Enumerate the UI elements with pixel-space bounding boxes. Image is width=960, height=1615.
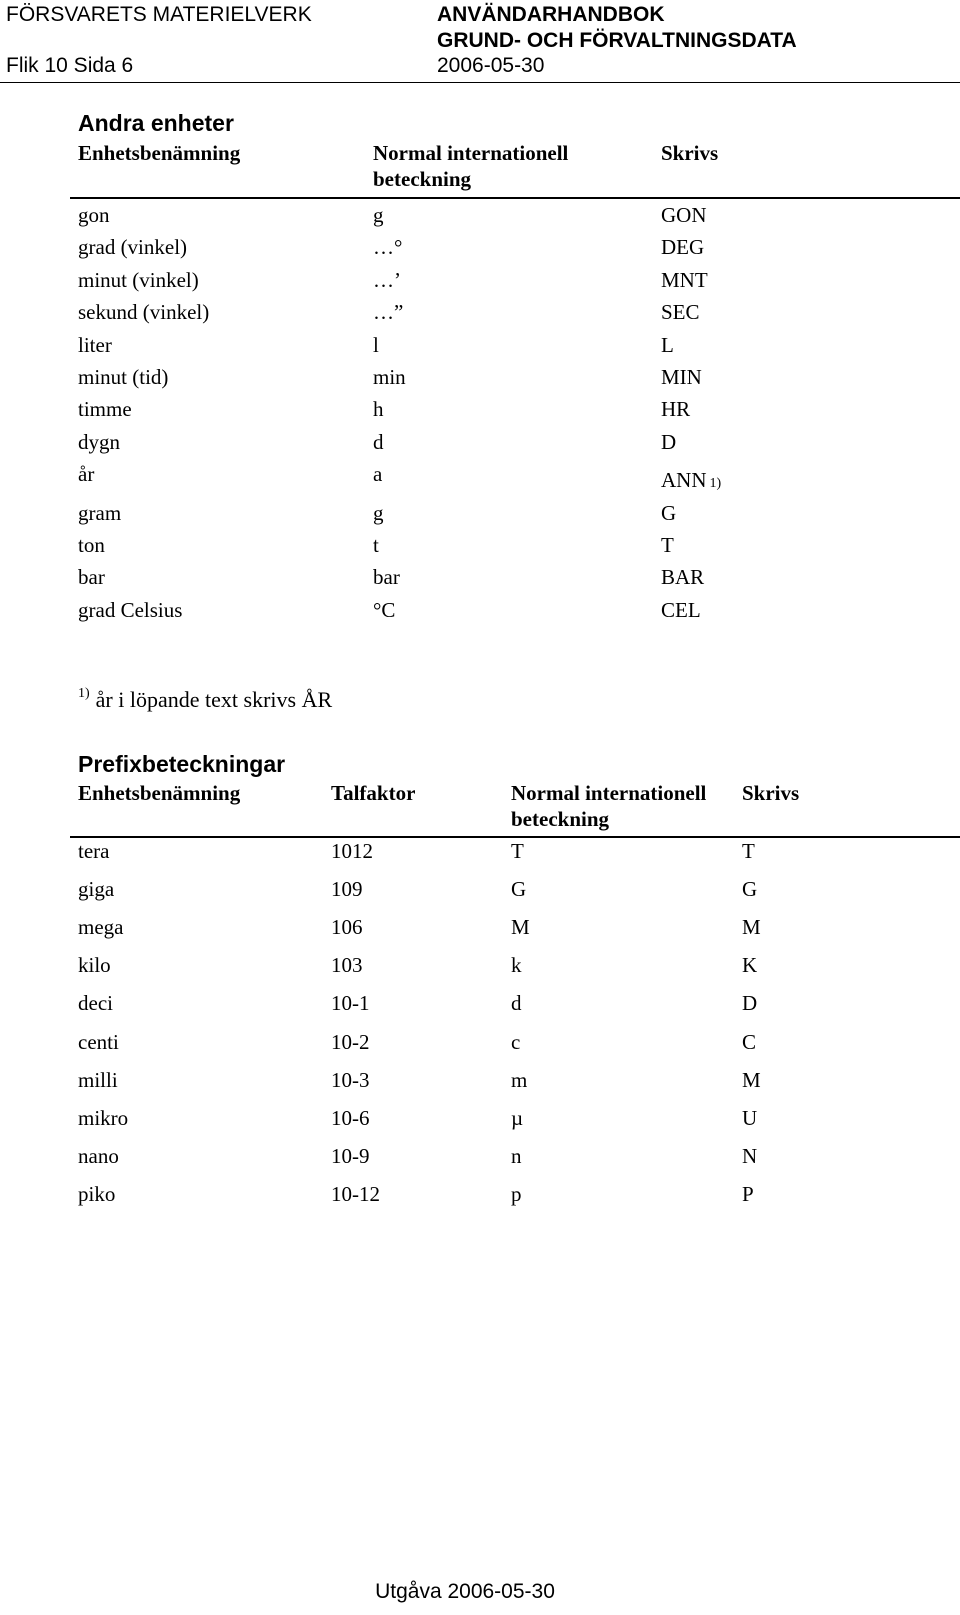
unit-symbol: g (373, 203, 384, 227)
prefix-factor (331, 914, 363, 940)
prefix-name: centi (78, 1029, 119, 1054)
unit-symbol: g (373, 500, 384, 525)
factor-exponent: -2 (352, 1029, 370, 1054)
factor-base: 10 (331, 991, 352, 1016)
units-col-name: Enhetsbenämning (78, 141, 241, 165)
document-title: ANVÄNDARHANDBOK (437, 3, 665, 26)
footnote-mark: 1) (78, 686, 90, 701)
prefix-written: N (742, 1143, 758, 1168)
prefix-name: deci (78, 991, 113, 1016)
unit-written (661, 332, 674, 358)
prefix-factor (331, 876, 363, 902)
unit-symbol: …° (373, 235, 403, 260)
prefix-factor (331, 952, 363, 978)
unit-written-text: BAR (661, 565, 705, 590)
unit-name: grad Celsius (78, 597, 183, 622)
prefix-factor (331, 838, 373, 864)
unit-name: grad (vinkel) (78, 235, 188, 260)
org-name: FÖRSVARETS MATERIELVERK (6, 3, 312, 26)
unit-symbol: d (373, 429, 384, 454)
unit-written (661, 396, 690, 422)
factor-base: 10 (331, 1029, 352, 1054)
prefix-row (0, 1029, 960, 1067)
prefix-symbol: p (511, 1181, 522, 1206)
units-row (0, 429, 960, 461)
unit-written (661, 267, 708, 293)
factor-base: 10 (331, 1181, 352, 1206)
unit-written-text: MNT (661, 267, 708, 292)
unit-name: gram (78, 500, 122, 525)
prefix-factor (331, 1105, 370, 1131)
unit-written (661, 532, 674, 558)
prefix-name: mikro (78, 1105, 129, 1130)
factor-base: 10 (331, 839, 352, 863)
prefix-written: C (742, 1029, 757, 1054)
unit-written-text: DEG (661, 235, 705, 260)
unit-symbol: bar (373, 565, 400, 590)
prefix-name: tera (78, 839, 110, 863)
prefix-symbol: m (511, 1067, 528, 1092)
unit-name: sekund (vinkel) (78, 300, 210, 325)
factor-exponent: 9 (352, 877, 363, 902)
factor-base: 10 (331, 1105, 352, 1130)
prefix-symbol: G (511, 877, 527, 902)
units-row (0, 299, 960, 331)
page-footer: Utgåva 2006-05-30 (375, 1580, 555, 1603)
units-row (0, 396, 960, 428)
unit-footnote-ref: 1) (709, 476, 722, 492)
units-row (0, 332, 960, 364)
factor-exponent: 6 (352, 915, 363, 940)
unit-written-text: G (661, 500, 677, 525)
unit-written-text: GON (661, 203, 707, 227)
prefix-name: kilo (78, 953, 111, 978)
unit-written (661, 467, 721, 497)
unit-symbol: °C (373, 597, 396, 622)
unit-written-text: HR (661, 397, 691, 422)
prefix-written: P (742, 1181, 754, 1206)
prefix-name: giga (78, 877, 115, 902)
prefix-factor (331, 1067, 370, 1093)
prefix-written: U (742, 1105, 758, 1130)
unit-symbol: t (373, 533, 379, 557)
prefix-col-written: Skrivs (742, 781, 800, 805)
unit-written (661, 429, 676, 455)
unit-symbol: …’ (373, 267, 401, 292)
prefix-written: T (742, 839, 755, 863)
prefix-symbol: n (511, 1143, 522, 1168)
factor-exponent: 12 (352, 839, 373, 863)
units-row (0, 267, 960, 299)
prefix-symbol: M (511, 915, 530, 940)
prefix-row (0, 1181, 960, 1219)
units-row (0, 234, 960, 266)
prefix-row (0, 990, 960, 1028)
header-divider (0, 82, 960, 83)
unit-symbol: min (373, 365, 406, 389)
unit-name: ton (78, 533, 105, 557)
units-col-symbol: Normal internationell beteckning (373, 141, 569, 191)
unit-symbol: h (373, 397, 384, 422)
prefix-symbol: d (511, 991, 522, 1016)
prefix-written: M (742, 1067, 761, 1092)
prefix-written: K (742, 953, 758, 978)
factor-exponent: -12 (352, 1181, 380, 1206)
units-row (0, 364, 960, 396)
unit-name: minut (tid) (78, 365, 169, 389)
factor-exponent: 3 (352, 953, 363, 978)
unit-written (661, 202, 707, 228)
units-section-title: Andra enheter (78, 110, 234, 136)
prefix-col-name: Enhetsbenämning (78, 781, 241, 805)
units-footnote (78, 687, 332, 717)
unit-written (661, 500, 676, 526)
prefix-row (0, 1067, 960, 1105)
prefix-factor (331, 1029, 370, 1055)
factor-base: 10 (331, 953, 352, 978)
prefix-written: M (742, 915, 761, 940)
document-date: 2006-05-30 (437, 54, 545, 77)
unit-symbol: a (373, 462, 383, 487)
unit-written-text: MIN (661, 365, 702, 389)
unit-symbol: l (373, 332, 379, 357)
unit-written-text: CEL (661, 597, 701, 622)
unit-name: bar (78, 565, 105, 590)
unit-written-text: SEC (661, 300, 700, 325)
prefix-written: D (742, 991, 758, 1016)
prefix-symbol: k (511, 953, 522, 978)
unit-written-text: L (661, 332, 674, 357)
prefix-factor (331, 1181, 380, 1207)
prefix-written: G (742, 877, 758, 902)
prefix-name: nano (78, 1143, 119, 1168)
unit-name: år (78, 462, 95, 487)
prefix-row (0, 952, 960, 990)
unit-name: timme (78, 397, 132, 422)
footnote-text: år i löpande text skrivs ÅR (95, 687, 333, 712)
prefix-factor (331, 1143, 370, 1169)
units-row (0, 202, 960, 234)
prefix-name: mega (78, 915, 124, 940)
prefix-factor (331, 990, 370, 1016)
page-reference: Flik 10 Sida 6 (6, 54, 134, 77)
unit-symbol: …” (373, 300, 404, 325)
unit-written (661, 564, 704, 590)
prefix-symbol: µ (511, 1105, 524, 1130)
unit-name: minut (vinkel) (78, 267, 199, 292)
factor-exponent: -6 (352, 1105, 370, 1130)
unit-written-text: D (661, 429, 677, 454)
unit-written-text: T (661, 533, 674, 557)
prefix-name: milli (78, 1067, 118, 1092)
prefix-row (0, 1143, 960, 1181)
unit-written-text: ANN (661, 468, 707, 493)
prefix-col-factor: Talfaktor (331, 781, 416, 805)
prefix-row (0, 914, 960, 952)
prefix-row (0, 1105, 960, 1143)
units-row (0, 532, 960, 564)
unit-name: gon (78, 203, 110, 227)
units-row (0, 461, 960, 493)
unit-name: dygn (78, 429, 120, 454)
units-row (0, 597, 960, 629)
unit-written (661, 364, 702, 390)
units-col-written: Skrivs (661, 141, 719, 165)
units-row (0, 564, 960, 596)
units-header-rule (70, 197, 960, 199)
factor-base: 10 (331, 877, 352, 902)
unit-written (661, 597, 701, 623)
factor-exponent: -1 (352, 991, 370, 1016)
prefix-row (0, 838, 960, 876)
prefix-name: piko (78, 1181, 116, 1206)
factor-base: 10 (331, 915, 352, 940)
unit-name: liter (78, 332, 112, 357)
document-subtitle: GRUND- OCH FÖRVALTNINGSDATA (437, 29, 797, 52)
unit-written (661, 234, 704, 260)
prefix-symbol: c (511, 1029, 521, 1054)
factor-base: 10 (331, 1067, 352, 1092)
prefix-section-title: Prefixbeteckningar (78, 751, 286, 777)
unit-written (661, 299, 700, 325)
prefix-symbol: T (511, 839, 524, 863)
units-row (0, 500, 960, 532)
prefix-row (0, 876, 960, 914)
factor-exponent: -9 (352, 1143, 370, 1168)
factor-base: 10 (331, 1143, 352, 1168)
prefix-col-symbol: Normal internationell beteckning (511, 781, 707, 831)
factor-exponent: -3 (352, 1067, 370, 1092)
